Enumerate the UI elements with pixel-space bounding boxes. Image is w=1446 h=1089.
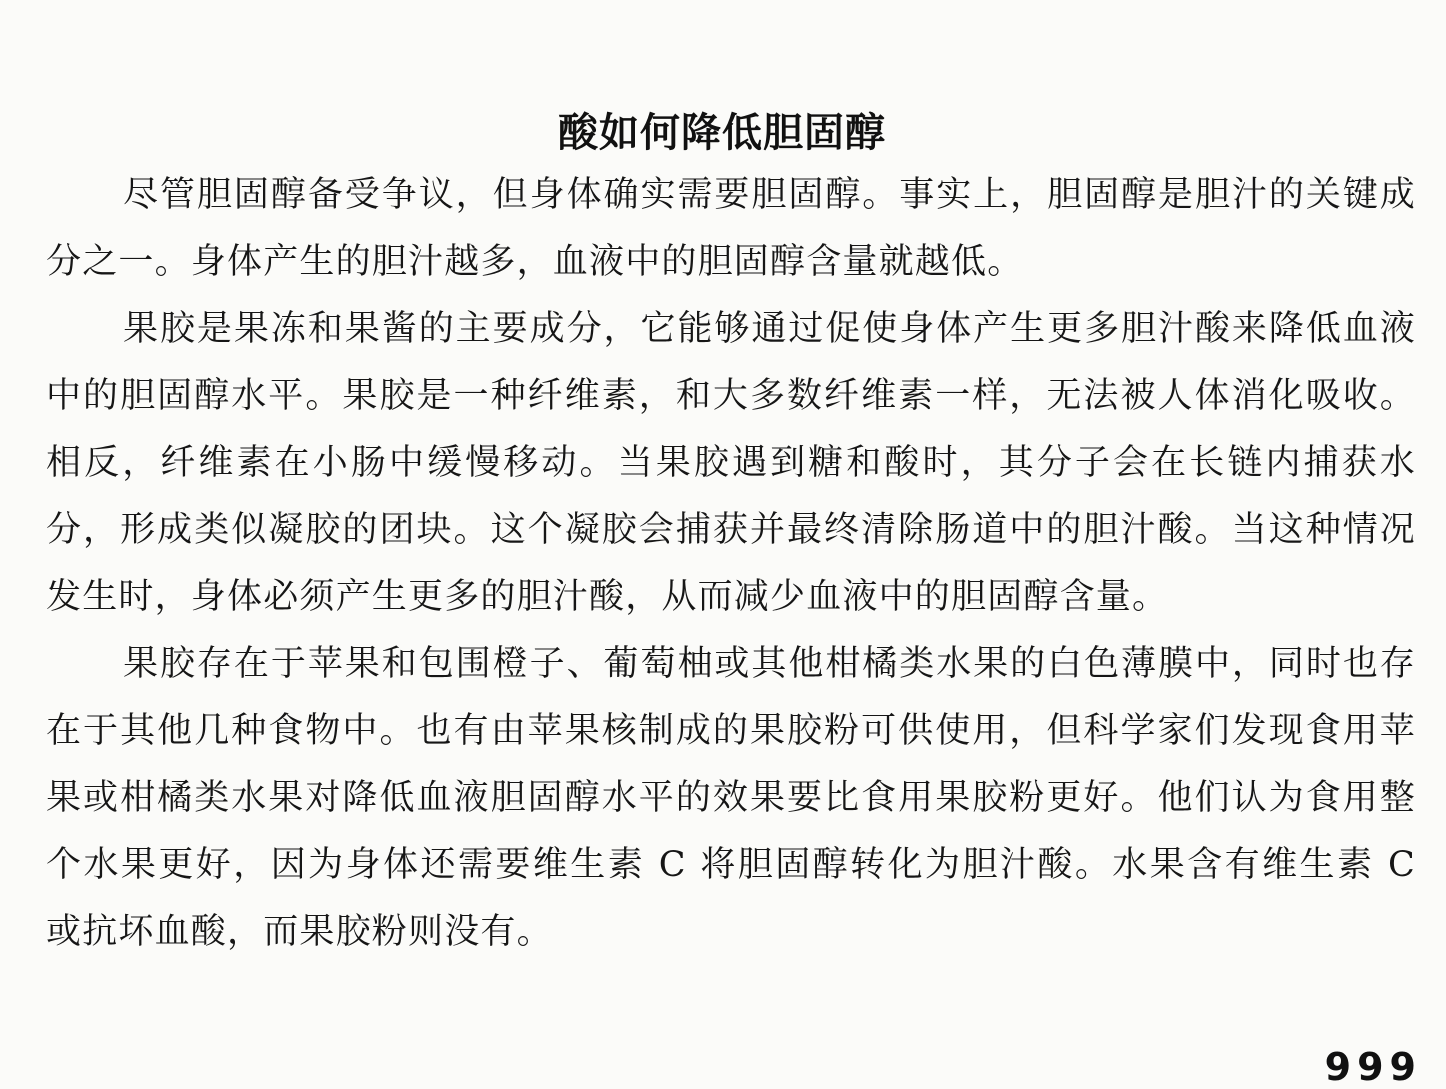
- document-page: [46, 0, 1416, 1080]
- paragraph: 果胶存在于苹果和包围橙子、葡萄柚或其他柑橘类水果的白色薄膜中，同时也存在于其他几种食物中。也有由苹果核制成的果胶粉可供使用，但科学家们发现食用苹果或柑橘类水果对降低血液胆固醇水平的效果要比食用果胶粉更好。他们认为食用整个水果更好，因为身体还需要维生素 C 将胆固醇转化为胆汁酸。水果含有维生素 C 或抗坏血酸，而果胶粉则没有。: [46, 644, 1416, 952]
- page-title: 酸如何降低胆固醇: [558, 109, 886, 156]
- page-number: 999: [1324, 1045, 1422, 1089]
- article-body: [46, 162, 1416, 966]
- paragraph: 果胶是果冻和果酱的主要成分，它能够通过促使身体产生更多胆汁酸来降低血液中的胆固醇水平。果胶是一种纤维素，和大多数纤维素一样，无法被人体消化吸收。相反，纤维素在小肠中缓慢移动。当果胶遇到糖和酸时，其分子会在长链内捕获水分，形成类似凝胶的团块。这个凝胶会捕获并最终清除肠道中的胆汁酸。当这种情况发生时，身体必须产生更多的胆汁酸，从而减少血液中的胆固醇含量。: [46, 309, 1416, 617]
- paragraph: 尽管胆固醇备受争议，但身体确实需要胆固醇。事实上，胆固醇是胆汁的关键成分之一。身体产生的胆汁越多，血液中的胆固醇含量就越低。: [46, 175, 1416, 282]
